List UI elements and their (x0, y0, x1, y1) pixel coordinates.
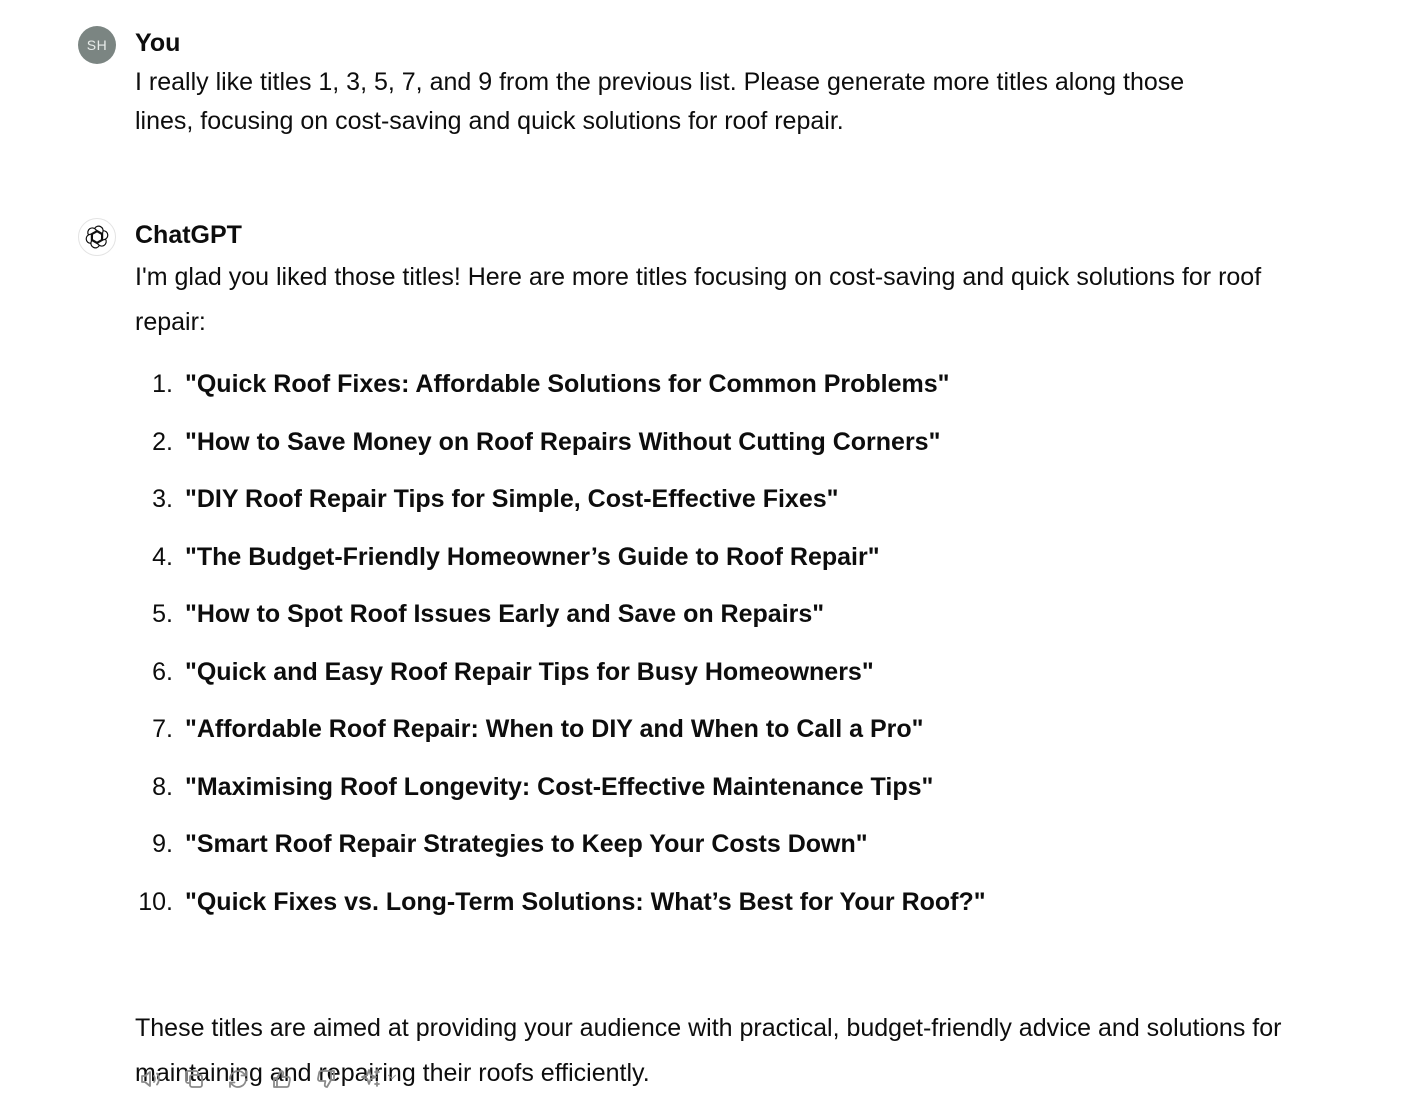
list-item-number: 4. (152, 542, 173, 571)
titles-list (135, 369, 1305, 944)
avatar-initials: SH (86, 37, 108, 53)
list-item-number: 6. (152, 657, 173, 686)
openai-logo-icon (78, 218, 116, 256)
thumbs-down-icon (314, 1067, 338, 1091)
list-item-title: "Maximising Roof Longevity: Cost-Effective Maintenance Tips" (185, 772, 934, 801)
message-action-bar (135, 1064, 403, 1094)
title-list-item (135, 657, 1305, 715)
read-aloud-button[interactable] (135, 1064, 165, 1094)
thumbs-up-button[interactable] (267, 1064, 297, 1094)
list-item-number: 1. (152, 370, 173, 398)
title-list-item (135, 542, 1305, 600)
list-item-number: 7. (152, 715, 173, 743)
list-item-title: "Quick and Easy Roof Repair Tips for Busy Homeowners" (185, 657, 874, 686)
chevron-down-icon (385, 1070, 399, 1089)
title-list-item (135, 714, 1305, 772)
model-switcher-button[interactable] (355, 1064, 403, 1094)
list-item-title: "DIY Roof Repair Tips for Simple, Cost-Effective Fixes" (185, 485, 839, 513)
user-author-name: You (135, 29, 181, 57)
assistant-author-name: ChatGPT (135, 221, 242, 249)
list-item-number: 5. (152, 600, 173, 628)
list-item-title: "Affordable Roof Repair: When to DIY and When to Call a Pro" (185, 715, 924, 743)
list-item-number: 2. (152, 427, 173, 456)
title-list-item (135, 887, 1305, 945)
thumbs-up-icon (270, 1067, 294, 1091)
list-item-number: 10. (138, 887, 173, 916)
title-list-item (135, 427, 1305, 485)
title-list-item (135, 772, 1305, 830)
list-item-title: "How to Save Money on Roof Repairs Without Cutting Corners" (185, 427, 941, 456)
list-item-number: 8. (152, 772, 173, 801)
thumbs-down-button[interactable] (311, 1064, 341, 1094)
title-list-item (135, 599, 1305, 657)
copy-icon (182, 1067, 206, 1091)
regenerate-icon (226, 1067, 250, 1091)
assistant-outro-text: These titles are aimed at providing your audience with practical, budget-friendly advice and solutions for maintaining and repairing their roofs efficiently. (135, 1014, 1282, 1087)
regenerate-button[interactable] (223, 1064, 253, 1094)
assistant-intro-text: I'm glad you liked those titles! Here are more titles focusing on cost-saving and quick solutions for roof repair: (135, 263, 1262, 336)
copy-button[interactable] (179, 1064, 209, 1094)
list-item-title: "Quick Roof Fixes: Affordable Solutions for Common Problems" (185, 370, 950, 398)
title-list-item (135, 484, 1305, 542)
list-item-title: "Smart Roof Repair Strategies to Keep Your Costs Down" (185, 830, 868, 858)
user-avatar[interactable] (78, 26, 116, 64)
sparkle-icon (359, 1067, 383, 1091)
title-list-item (135, 829, 1305, 887)
list-item-number: 3. (152, 485, 173, 513)
list-item-title: "How to Spot Roof Issues Early and Save on Repairs" (185, 600, 825, 628)
list-item-number: 9. (152, 830, 173, 858)
list-item-title: "The Budget-Friendly Homeowner’s Guide to Roof Repair" (185, 542, 880, 571)
user-message-text: I really like titles 1, 3, 5, 7, and 9 from the previous list. Please generate more titles along those lines, focusing on cost-saving and quick solutions for roof repair. (135, 68, 1185, 135)
assistant-message-body (135, 255, 1305, 1087)
title-list-item (135, 369, 1305, 427)
list-item-title: "Quick Fixes vs. Long-Term Solutions: What’s Best for Your Roof?" (185, 887, 986, 916)
read-aloud-icon (138, 1067, 162, 1091)
